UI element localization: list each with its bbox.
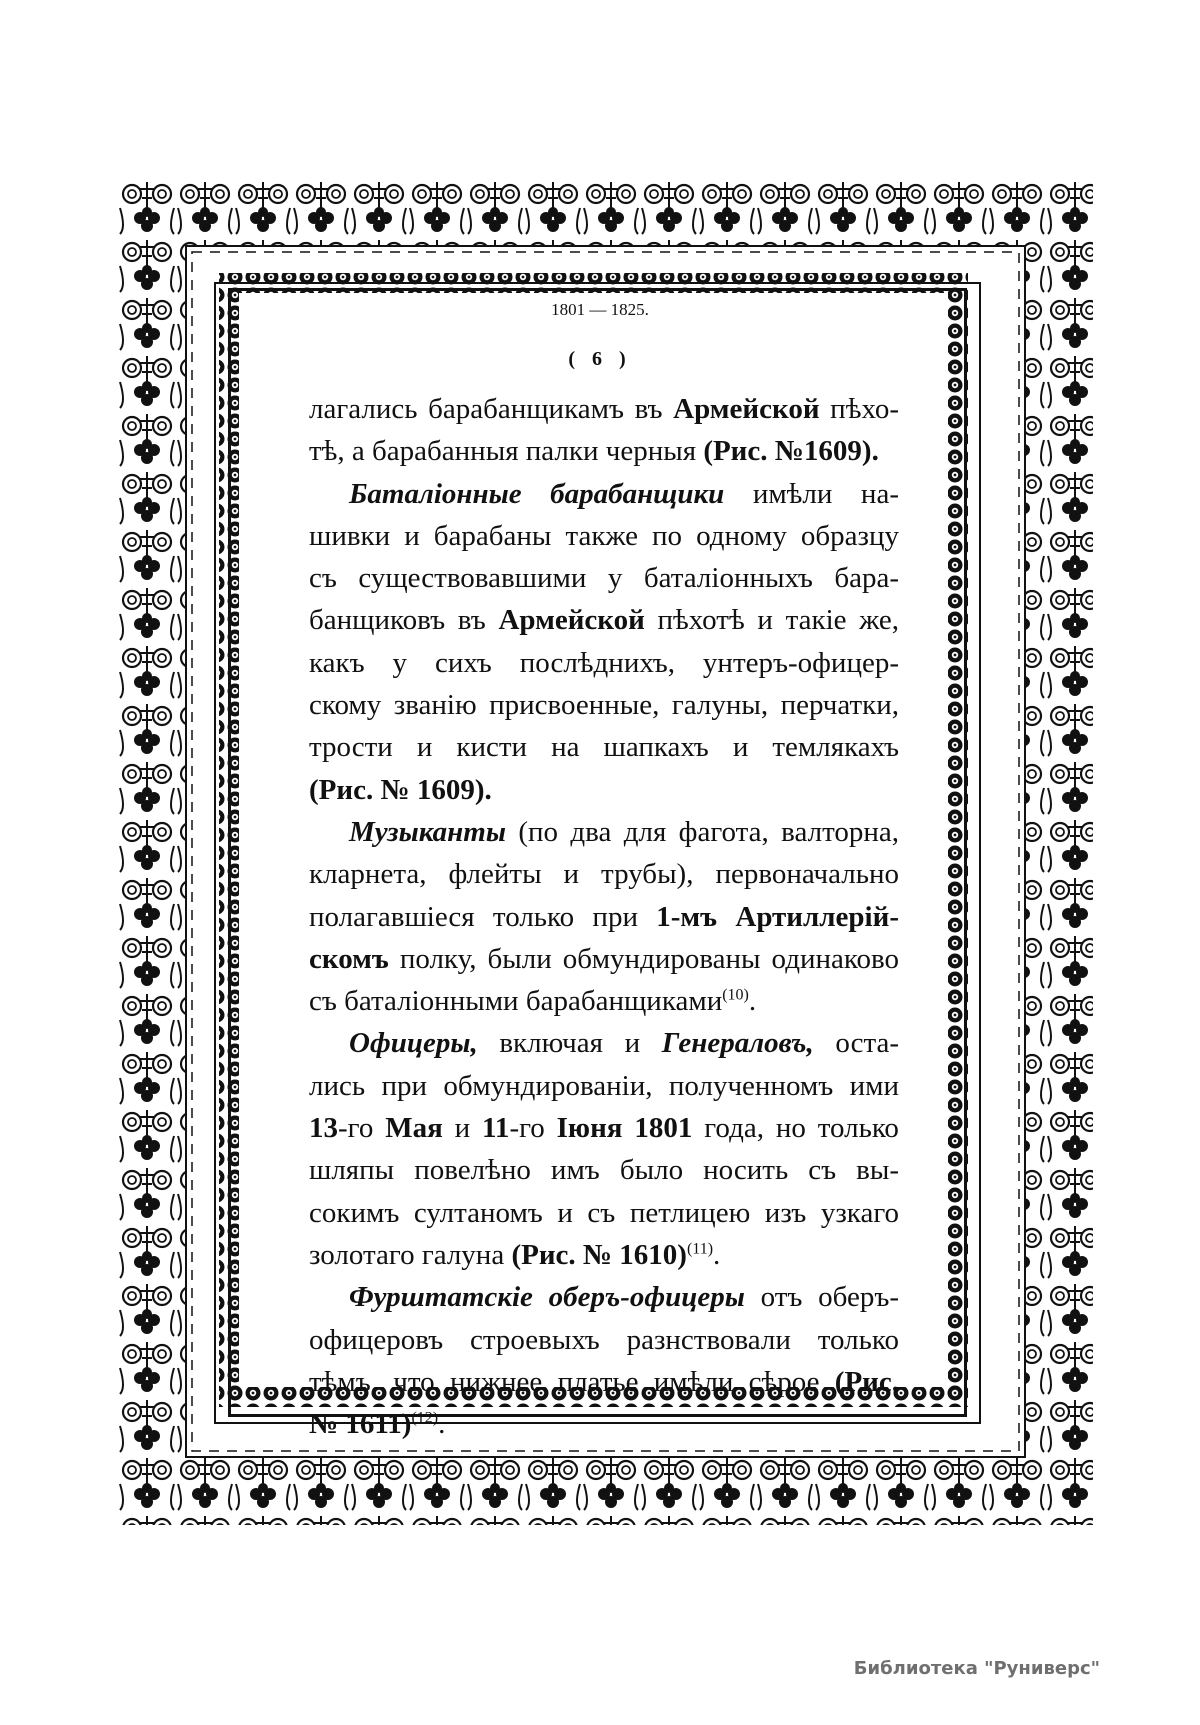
- text-run: (12): [411, 1409, 439, 1427]
- text-run: (Рис. № 1609).: [309, 773, 492, 806]
- text-run: полку, были обмундированы одинаково: [388, 942, 899, 975]
- text-run: .: [438, 1408, 446, 1441]
- text-line: [309, 515, 899, 557]
- text-line: [309, 1319, 899, 1361]
- text-run: .: [713, 1238, 721, 1271]
- text-run: Мая: [385, 1112, 443, 1145]
- text-line: [309, 1065, 899, 1107]
- text-run: и: [442, 1112, 483, 1145]
- text-run: офицеровъ строевыхъ разнствовали только: [309, 1323, 899, 1356]
- text-run: 13: [309, 1112, 338, 1145]
- text-run: съ существовавшими у баталіонныхъ бара-: [309, 562, 899, 595]
- text-run: Армейской: [498, 604, 645, 637]
- text-run: сокимъ султаномъ и съ петлицею изъ узкаго: [309, 1196, 899, 1229]
- text-run: Музыканты: [349, 815, 506, 848]
- text-run: съ баталіонными барабанщиками: [309, 985, 723, 1018]
- header-years: 1801 — 1825.: [535, 297, 665, 323]
- text-run: .: [748, 985, 757, 1018]
- text-line: [309, 896, 899, 938]
- text-run: года, но только: [692, 1112, 899, 1145]
- text-run: (10): [722, 986, 749, 1004]
- text-run: 11: [482, 1112, 510, 1145]
- text-run: лись при обмундированіи, полученномъ ими: [309, 1069, 899, 1102]
- text-run: пѣхотѣ и такіе же,: [644, 604, 899, 637]
- text-run: пѣхо-: [819, 393, 899, 425]
- text-line: [309, 811, 899, 853]
- text-line: [309, 557, 899, 599]
- text-line: [309, 599, 899, 641]
- text-run: какъ у сихъ послѣднихъ, унтеръ-офицер-: [309, 646, 899, 679]
- text-line: [309, 473, 899, 515]
- text-run: (Рис.: [834, 1365, 899, 1398]
- text-run: Баталіонные барабанщики: [349, 477, 725, 510]
- text-run: включая и: [477, 1027, 662, 1060]
- text-run: Фурштатскіе оберъ-офицеры: [349, 1281, 745, 1314]
- text-line: [309, 684, 899, 726]
- text-run: шляпы повелѣно имъ было носить съ вы-: [309, 1154, 899, 1187]
- body-text: [309, 388, 899, 1445]
- text-line: [309, 1107, 899, 1149]
- text-run: шивки и барабаны также по одному образцу: [309, 519, 899, 552]
- text-run: -го: [509, 1112, 557, 1145]
- text-run: банщиковъ въ: [309, 604, 499, 637]
- text-run: трости и кисти на шапкахъ и темлякахъ: [309, 731, 899, 764]
- text-line: [309, 642, 899, 684]
- page-number: ( 6 ): [568, 348, 632, 370]
- text-line: [309, 1403, 899, 1445]
- text-line: [309, 430, 899, 472]
- text-line: [309, 938, 899, 980]
- text-run: тѣмъ, что нижнее платье имѣли сѣрое: [309, 1365, 835, 1398]
- text-line: [309, 1276, 899, 1318]
- library-watermark: Библиотека "Руниверс": [853, 1658, 1100, 1679]
- text-run: (по два для фагота, валторна,: [505, 815, 899, 848]
- text-run: 1-мъ Артиллерій-: [656, 900, 899, 933]
- text-run: лагались барабанщикамъ въ: [309, 393, 674, 425]
- text-line: [309, 853, 899, 895]
- text-line: [309, 726, 899, 768]
- text-run: № 1611): [309, 1408, 412, 1441]
- text-run: (Рис. № 1610): [511, 1238, 687, 1271]
- text-run: Офицеры,: [349, 1027, 478, 1060]
- text-run: отъ оберъ-: [744, 1281, 899, 1314]
- text-run: Армейской: [673, 393, 820, 425]
- text-line: [309, 1022, 899, 1064]
- text-line: [309, 388, 899, 430]
- text-run: кларнета, флейты и трубы), первоначально: [309, 858, 899, 891]
- text-run: оста-: [813, 1027, 899, 1060]
- text-run: Генераловъ,: [661, 1027, 814, 1060]
- text-run: скому званію присвоенные, галуны, перчатки,: [309, 689, 899, 722]
- text-run: полагавшіеся только при: [309, 900, 657, 933]
- text-run: имѣли на-: [724, 477, 899, 510]
- text-run: тѣ, а барабанныя палки черныя: [309, 435, 704, 468]
- text-run: (Рис. №1609).: [703, 435, 879, 468]
- text-run: скомъ: [309, 942, 389, 975]
- text-line: [309, 1361, 899, 1403]
- text-line: [309, 980, 899, 1022]
- text-run: Іюня 1801: [556, 1112, 693, 1145]
- text-line: [309, 769, 899, 811]
- text-run: (11): [686, 1240, 714, 1258]
- text-line: [309, 1234, 899, 1276]
- text-run: -го: [338, 1112, 386, 1145]
- text-line: [309, 1192, 899, 1234]
- text-run: золотаго галуна: [309, 1238, 512, 1271]
- text-line: [309, 1149, 899, 1191]
